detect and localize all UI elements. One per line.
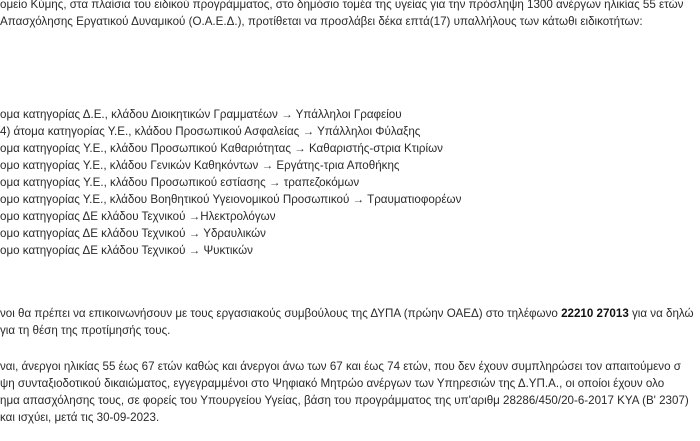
eligibility-line-1: ναι, άνεργοι ηλικίας 55 έως 67 ετών καθώς και άνεργοι άνω των 67 και έως 74 ετών, που δεν έχουν συμπληρώσει τον απαιτούμενο σ (0, 360, 681, 373)
list-item: 4) άτομα κατηγορίας Υ.Ε., κλάδου Προσωπικού Ασφαλείας → Υπάλληλοι Φύλαξης (0, 125, 421, 138)
list-item: ομο κατηγορίας Υ.Ε., κλάδου Γενικών Καθηκόντων → Εργάτης-τρια Αποθήκης (0, 159, 400, 172)
list-item: ομο κατηγορίας ΔΕ κλάδου Τεχνικού →Ηλεκτρολόγων (0, 210, 276, 223)
eligibility-line-2: ψη συνταξιοδοτικού δικαιώματος, εγγεγραμμένοι στο Ψηφιακό Μητρώο ανέργων των Υπηρεσιών της Δ.ΥΠ.Α., οι οποίοι έχουν ολο (0, 377, 665, 390)
list-item: ομο κατηγορίας Υ.Ε., κλάδου Βοηθητικού Υγειονομικού Προσωπικού → Τραυματιοφορέων (0, 193, 462, 206)
intro-line-1: ομείο Κύμης, στα πλαίσια του ειδικού προγράμματος, στο δημόσιο τομέα της υγείας για την πρόσληψη 1300 ανέργων ηλικίας 55 ετών (0, 0, 684, 11)
list-item: ομα κατηγορίας Υ.Ε., κλάδου Προσωπικού Καθαριότητας → Καθαριστής-στρια Κτιρίων (0, 142, 443, 155)
eligibility-line-4: και ισχύει, μετά τις 30-09-2023. (0, 411, 160, 424)
list-item: ομο κατηγορίας ΔΕ κλάδου Τεχνικού → Ψυκτικών (0, 244, 253, 257)
list-item: ομο κατηγορίας ΔΕ κλάδου Τεχνικού → Υδραυλικών (0, 227, 266, 240)
intro-line-2: Απασχόλησης Εργατικού Δυναμικού (Ο.Α.Ε.Δ.), προτίθεται να προσλάβει δέκα επτά(17) υπαλλήλους των κάτωθι ειδικοτήτων: (0, 15, 643, 28)
contact-text-before: νοι θα πρέπει να επικοινωνήσουν με τους εργασιακούς συμβούλους της ΔΥΠΑ (πρώην ΟΑΕΔ) στο τηλέφωνο (0, 307, 562, 320)
list-item: ομα κατηγορίας Υ.Ε., κλάδου Προσωπικού εστίασης → τραπεζοκόμων (0, 176, 360, 189)
eligibility-line-3: ημα απασχόλησης τους, σε φορείς του Υπουργείου Υγείας, βάση του προγράμματος της υπ'αριθμ 28286/450/20-6-2017 ΚΥΑ (Β' 2307) (0, 394, 689, 407)
contact-text-after: για να δηλώ (628, 307, 694, 320)
list-item: ομα κατηγορίας Δ.Ε., κλάδου Διοικητικών Γραμματέων → Υπάλληλοι Γραφείου (0, 108, 402, 121)
phone-number: 22210 27013 (561, 307, 629, 320)
contact-line-1 (0, 305, 694, 322)
contact-line-2: για τη θέση της προτίμησής τους. (0, 324, 171, 337)
